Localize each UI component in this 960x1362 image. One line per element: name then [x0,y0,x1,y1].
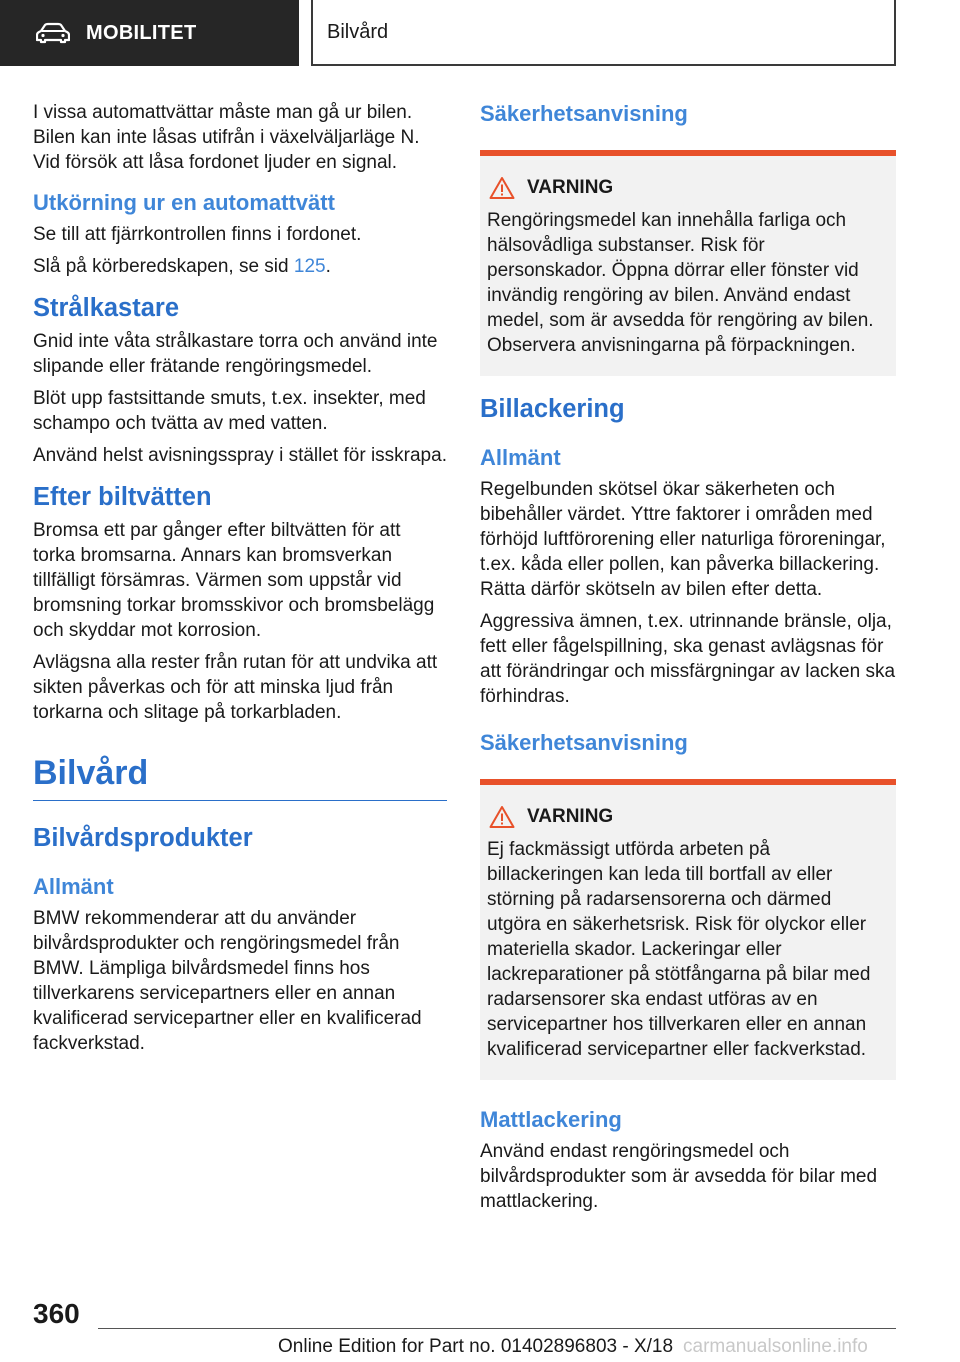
heading-stralkastare: Strålkastare [33,294,180,322]
heading-allmant: Allmänt [33,874,114,899]
produkter-paragraph: BMW rekommenderar att du använder bilvårdsprodukter och rengöringsmedel från BMW. Lämpliga bilvårdsmedel finns hos tillverkarens servicepartners eller en annan kvalificerad servicepartner eller en kvalificerad fackverkstad. [33,908,422,1054]
warning-triangle-icon [489,176,515,200]
heading-sakerhetsanvisning-1: Säkerhetsanvisning [480,101,688,126]
watermark: carmanualsonline.info [683,1336,868,1357]
section-label: MOBILITET [86,21,197,44]
warning-triangle-icon [489,805,515,829]
warning-text-2: Ej fackmässigt utförda arbeten på billackeringen kan leda till bortfall av eller störning på radarsensorerna och därmed utgöra en säkerhetsrisk. Risk för olyckor eller materiella skador. Lackeringar eller lackreparationer på stötfångarna på bilar med radarsensorer ska endast utföras av en servicepartner hos tillverkaren eller en annan kvalificerad servicepartner eller fackverkstad. [487,839,871,1060]
heading-allmant-2: Allmänt [480,445,561,470]
billackering-paragraph-2: Aggressiva ämnen, t.ex. utrinnande bränsle, olja, fett eller fågelspillning, ska genast avlägsnas för att förändringar och missfärgningar av lacken ska förhindras. [480,611,896,707]
efter-paragraph-1: Bromsa ett par gånger efter biltvätten för att torka bromsarna. Annars kan bromsverkan tillfälligt försämras. Värmen som uppstår vid bromsning torkar bromsskivor och bromsbelägg och skyddar mot korrosion. [33,520,435,641]
heading-sakerhetsanvisning-2: Säkerhetsanvisning [480,730,688,755]
utkorning-paragraph-1: Se till att fjärrkontrollen finns i fordonet. [33,224,362,245]
right-column [480,100,896,1221]
stralkastare-paragraph-2: Blöt upp fastsittande smuts, t.ex. insekter, med schampo och tvätta av med vatten. [33,388,426,434]
warning-header-2 [487,805,889,829]
heading-mattlackering: Mattlackering [480,1107,622,1132]
section-tab [0,0,299,66]
warning-box-2 [480,779,896,1080]
edition-text: Online Edition for Part no. 01402896803 - X/18 [278,1336,674,1357]
chapter-label: Bilvård [327,20,389,43]
car-icon [36,22,70,44]
stralkastare-paragraph-3: Använd helst avisningsspray i stället för isskrapa. [33,445,447,466]
heading-bilvardsprodukter: Bilvårdsprodukter [33,824,253,852]
utkorning-paragraph-2 [33,254,447,279]
utkorning-text: Slå på körberedskapen, se sid [33,256,294,277]
intro-paragraph: I vissa automattvättar måste man gå ur bilen. Bilen kan inte låsas utifrån i växelväljarläge N. Vid försök att låsa fordonet ljuder en signal. [33,102,420,173]
stralkastare-paragraph-1: Gnid inte våta strålkastare torra och använd inte slipande eller frätande rengöringsmedel. [33,331,438,377]
mattlackering-paragraph: Använd endast rengöringsmedel och bilvårdsprodukter som är avsedda för bilar med mattlackering. [480,1141,878,1212]
left-column [33,100,447,1063]
heading-utkorning: Utkörning ur en automattvätt [33,190,335,215]
warning-header-1 [487,176,889,200]
warning-title-1: VARNING [527,177,614,198]
efter-paragraph-2: Avlägsna alla rester från rutan för att undvika att sikten påverkas och för att minska ljud från torkarna och slitage på torkarbladen. [33,652,438,723]
heading-billackering: Billackering [480,395,625,423]
page-header [0,0,960,66]
heading-bilvard: Bilvård [33,753,447,801]
warning-box-1 [480,150,896,376]
warning-title-2: VARNING [527,806,614,827]
page-reference-link[interactable]: 125 [293,256,326,277]
utkorning-period: . [325,256,331,277]
billackering-paragraph-1: Regelbunden skötsel ökar säkerheten och bibehåller värdet. Yttre faktorer i områden med förhöjd luftförorening eller naturliga föroreningar, t.ex. kåda eller pollen, kan påverka billackering. Rätta därför skötseln av bilen efter detta. [480,479,886,600]
footer-divider [98,1328,896,1329]
warning-text-1: Rengöringsmedel kan innehålla farliga och hälsovådliga substanser. Risk för personskador. Öppna dörrar eller fönster vid invändig rengöring av bilen. Använd endast medel, som är avsedda för rengöring av bilen. Observera anvisningarna på förpackningen. [487,210,874,356]
chapter-box [311,0,896,66]
heading-efter-biltvatten: Efter biltvätten [33,483,212,511]
page-number: 360 [33,1298,80,1329]
